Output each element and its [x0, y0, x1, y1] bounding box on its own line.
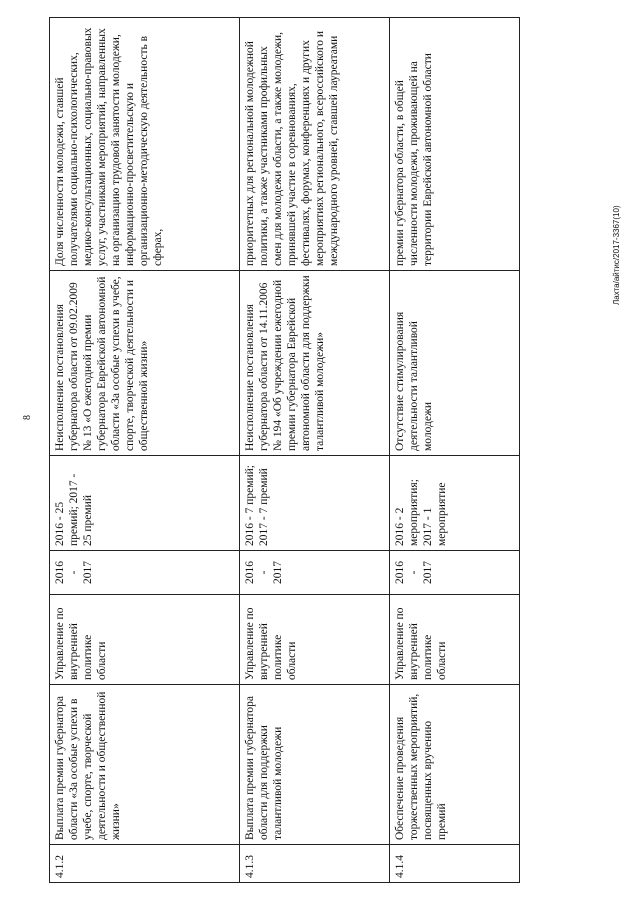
result-cell: 2016 - 25 премий; 2017 - 25 премий — [50, 456, 240, 551]
indicator-cell: премии губернатора области, в общей численности молодежи, проживающей на территории Еврейской автономной области — [390, 18, 520, 271]
table-row — [240, 18, 390, 883]
row-number-cell: 4.1.3 — [240, 845, 390, 883]
years-cell — [240, 551, 390, 595]
rotated-table-wrapper — [49, 18, 519, 883]
year-from: 2016 — [54, 561, 66, 584]
year-to: 2017 — [272, 561, 285, 584]
year-dash: - — [258, 570, 271, 575]
year-from: 2016 — [244, 561, 256, 584]
executor-cell: Управление по внутренней политике области — [390, 595, 520, 685]
result-cell: 2016 - 7 премий; 2017 - 7 премий — [240, 456, 390, 551]
years-cell — [390, 551, 520, 595]
table-row — [390, 18, 520, 883]
year-to: 2017 — [82, 561, 95, 584]
program-activities-table — [49, 17, 520, 883]
activity-cell: Выплата премии губернатора области «За особые успехи в учебе, спорте, творческой деятельности и общественной жизни» — [50, 685, 240, 845]
result-cell: 2016 - 2 мероприятия; 2017 - 1 мероприятие — [390, 456, 520, 551]
executor-cell: Управление по внутренней политике области — [240, 595, 390, 685]
year-dash: - — [68, 570, 81, 575]
table-row — [50, 18, 240, 883]
year-to: 2017 — [422, 561, 435, 584]
row-number-cell: 4.1.4 — [390, 845, 520, 883]
activity-cell: Выплата премии губернатора области для поддержки талантливой молодежи — [240, 685, 390, 845]
years-cell — [50, 551, 240, 595]
consequences-cell: Отсутствие стимулирования деятельности талантливой молодежи — [390, 271, 520, 456]
document-id-stamp: Лахта/айтис/2017-3367(10) — [612, 205, 621, 305]
consequences-cell: Неисполнение постановления губернатора области от 09.02.2009 № 13 «О ежегодной премии губернатора Еврейской автономной области «За особые успехи в учебе, спорте, творческой деятельности и общественной жизни» — [50, 271, 240, 456]
activity-cell: Обеспечение проведения торжественных мероприятий, посвященных вручению премий — [390, 685, 520, 845]
row-number-cell: 4.1.2 — [50, 845, 240, 883]
year-dash: - — [408, 570, 421, 575]
executor-cell: Управление по внутренней политике области — [50, 595, 240, 685]
consequences-cell: Неисполнение постановления губернатора области от 14.11.2006 № 194 «Об учреждении ежегодной премии губернатора Еврейской автономной области для поддержки талантливой молодежи» — [240, 271, 390, 456]
indicator-cell: Доля численности молодежи, ставшей получателями социально-психологических, медико-консультационных, социально-правовых услуг, участниками мероприятий, направленных на организацию трудовой занятости молодежи, информационно-просветительскую и организационно-методическую деятельность в сферах, — [50, 18, 240, 271]
page-number: 8 — [22, 415, 33, 420]
year-from: 2016 — [394, 561, 406, 584]
indicator-cell: приоритетных для региональной молодежной политики, а также участниками профильных смен для молодежи области, а также молодежи, принявшей участие в соревнованиях, фестивалях, форумах, конференциях и других мероприятиях регионального, всероссийского и международного уровней, ставшей лауреатами — [240, 18, 390, 271]
